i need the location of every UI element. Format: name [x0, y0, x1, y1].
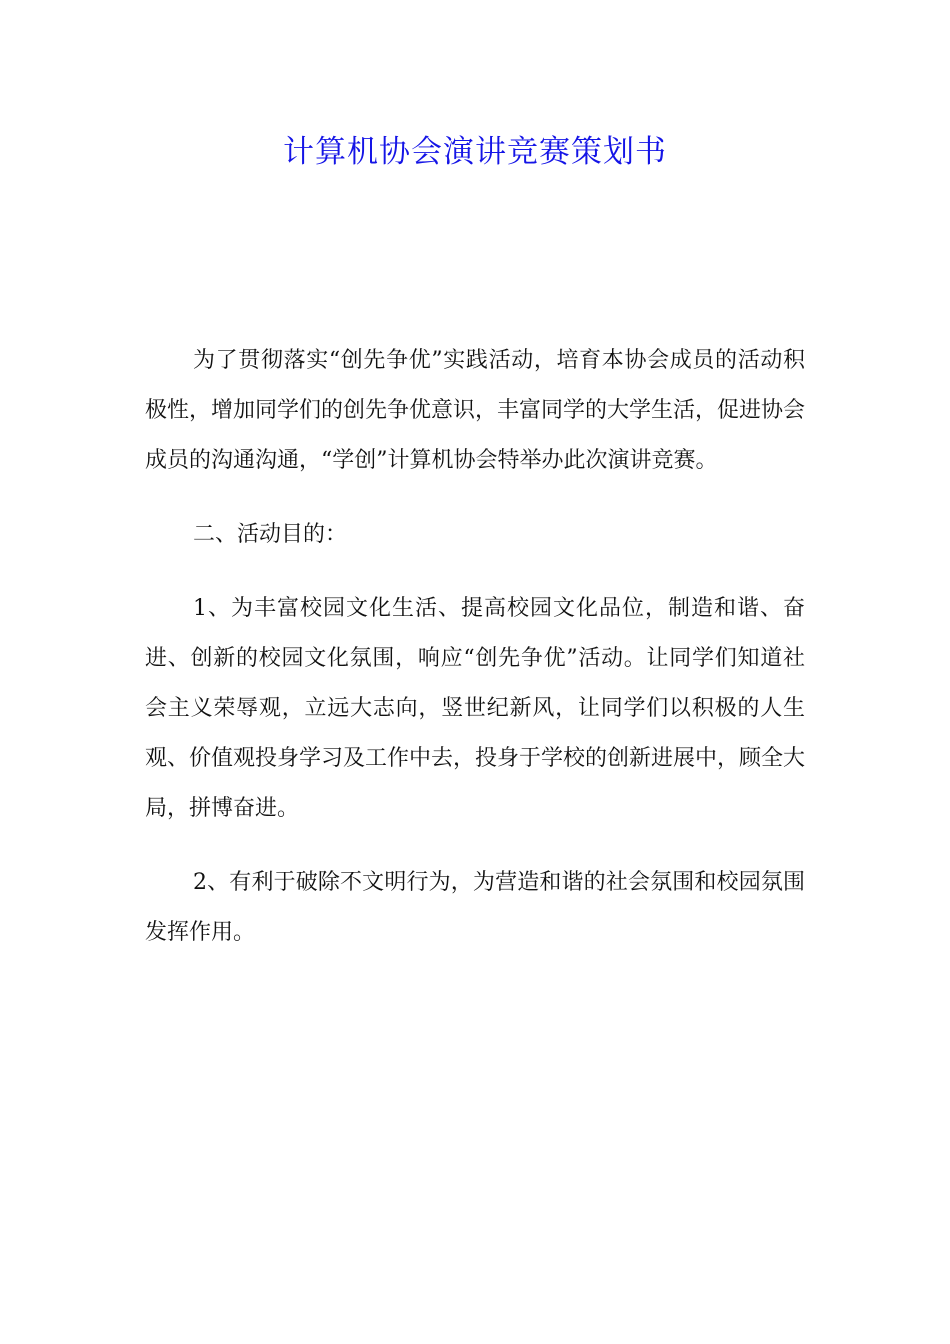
- section-heading-activity-purpose: 二、活动目的：: [193, 522, 348, 547]
- paragraph-purpose-1: 1、为丰富校园文化生活、提高校园文化品位，制造和谐、奋进、创新的校园文化氛围，响应“创先争优”活动。让同学们知道社会主义荣辱观，立远大志向，竖世纪新风，让同学们以积极的人生观、价值观投身学习及工作中去，投身于学校的创新进展中，顾全大局，拼博奋进。: [145, 596, 806, 821]
- document-body: [145, 336, 805, 982]
- document-title: 计算机协会演讲竞赛策划书: [283, 134, 667, 170]
- paragraph-purpose-2: 2、有利于破除不文明行为，为营造和谐的社会氛围和校园氛围发挥作用。: [145, 870, 805, 945]
- paragraph-intro: 为了贯彻落实“创先争优”实践活动，培育本协会成员的活动积极性，增加同学们的创先争优意识，丰富同学的大学生活，促进协会成员的沟通沟通，“学创”计算机协会特举办此次演讲竞赛。: [145, 348, 806, 473]
